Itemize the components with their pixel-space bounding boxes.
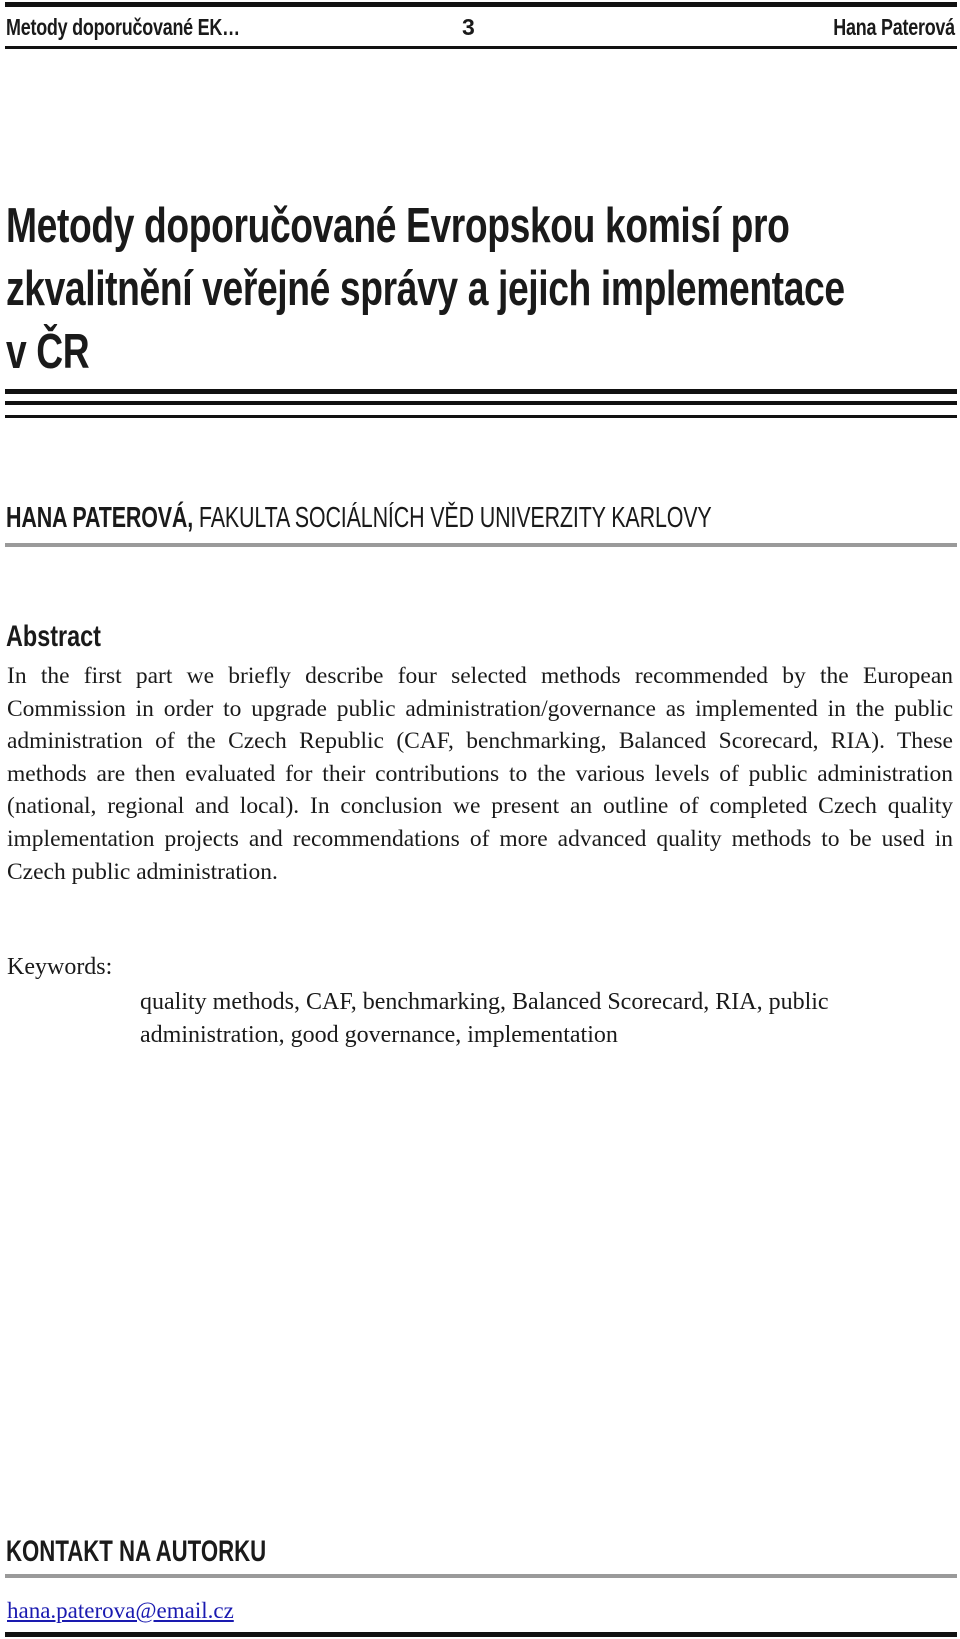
keywords-text: quality methods, CAF, benchmarking, Balanced Scorecard, RIA, public administration, good governance, implementation bbox=[140, 989, 829, 1048]
abstract-text: In the first part we briefly describe four selected methods recommended by the European Commission in order to upgrade public administration/governance as implemented in the public administration of the Czech Republic (CAF, benchmarking, Balanced Scorecard, RIA). These methods are then evaluated for their contributions to the various levels of public administration (national, regional and local). In conclusion we present an outline of completed Czech quality implementation projects and recommendations of more advanced quality methods to be used in Czech public administration. bbox=[7, 663, 953, 885]
title-line-1: Metody doporučované Evropskou komisí pro bbox=[6, 199, 790, 253]
document-title bbox=[6, 195, 880, 384]
running-header-title: Metody doporučované EK… bbox=[6, 14, 240, 40]
title-rule-2 bbox=[5, 401, 957, 405]
author-rule bbox=[5, 543, 957, 547]
keywords-label: Keywords: bbox=[7, 954, 113, 980]
title-rule-3 bbox=[5, 415, 957, 418]
contact-heading: KONTAKT NA AUTORKU bbox=[6, 1535, 267, 1568]
author-line bbox=[6, 502, 712, 535]
title-rule-1 bbox=[5, 389, 957, 394]
header-bottom-rule bbox=[5, 46, 957, 49]
header-top-rule bbox=[5, 2, 957, 7]
footer-rule bbox=[5, 1632, 957, 1637]
author-affiliation: FAKULTA SOCIÁLNÍCH VĚD UNIVERZITY KARLOVY bbox=[198, 502, 712, 534]
running-header-author: Hana Paterová bbox=[833, 14, 955, 40]
author-name: HANA PATEROVÁ, bbox=[6, 502, 194, 534]
title-line-2: zkvalitnění veřejné správy a jejich implementace bbox=[6, 262, 845, 316]
title-line-3: v ČR bbox=[6, 325, 90, 379]
contact-rule bbox=[5, 1574, 957, 1578]
page-number: 3 bbox=[462, 14, 475, 40]
abstract-heading: Abstract bbox=[6, 620, 101, 653]
author-email-link[interactable]: hana.paterova@email.cz bbox=[7, 1598, 234, 1623]
